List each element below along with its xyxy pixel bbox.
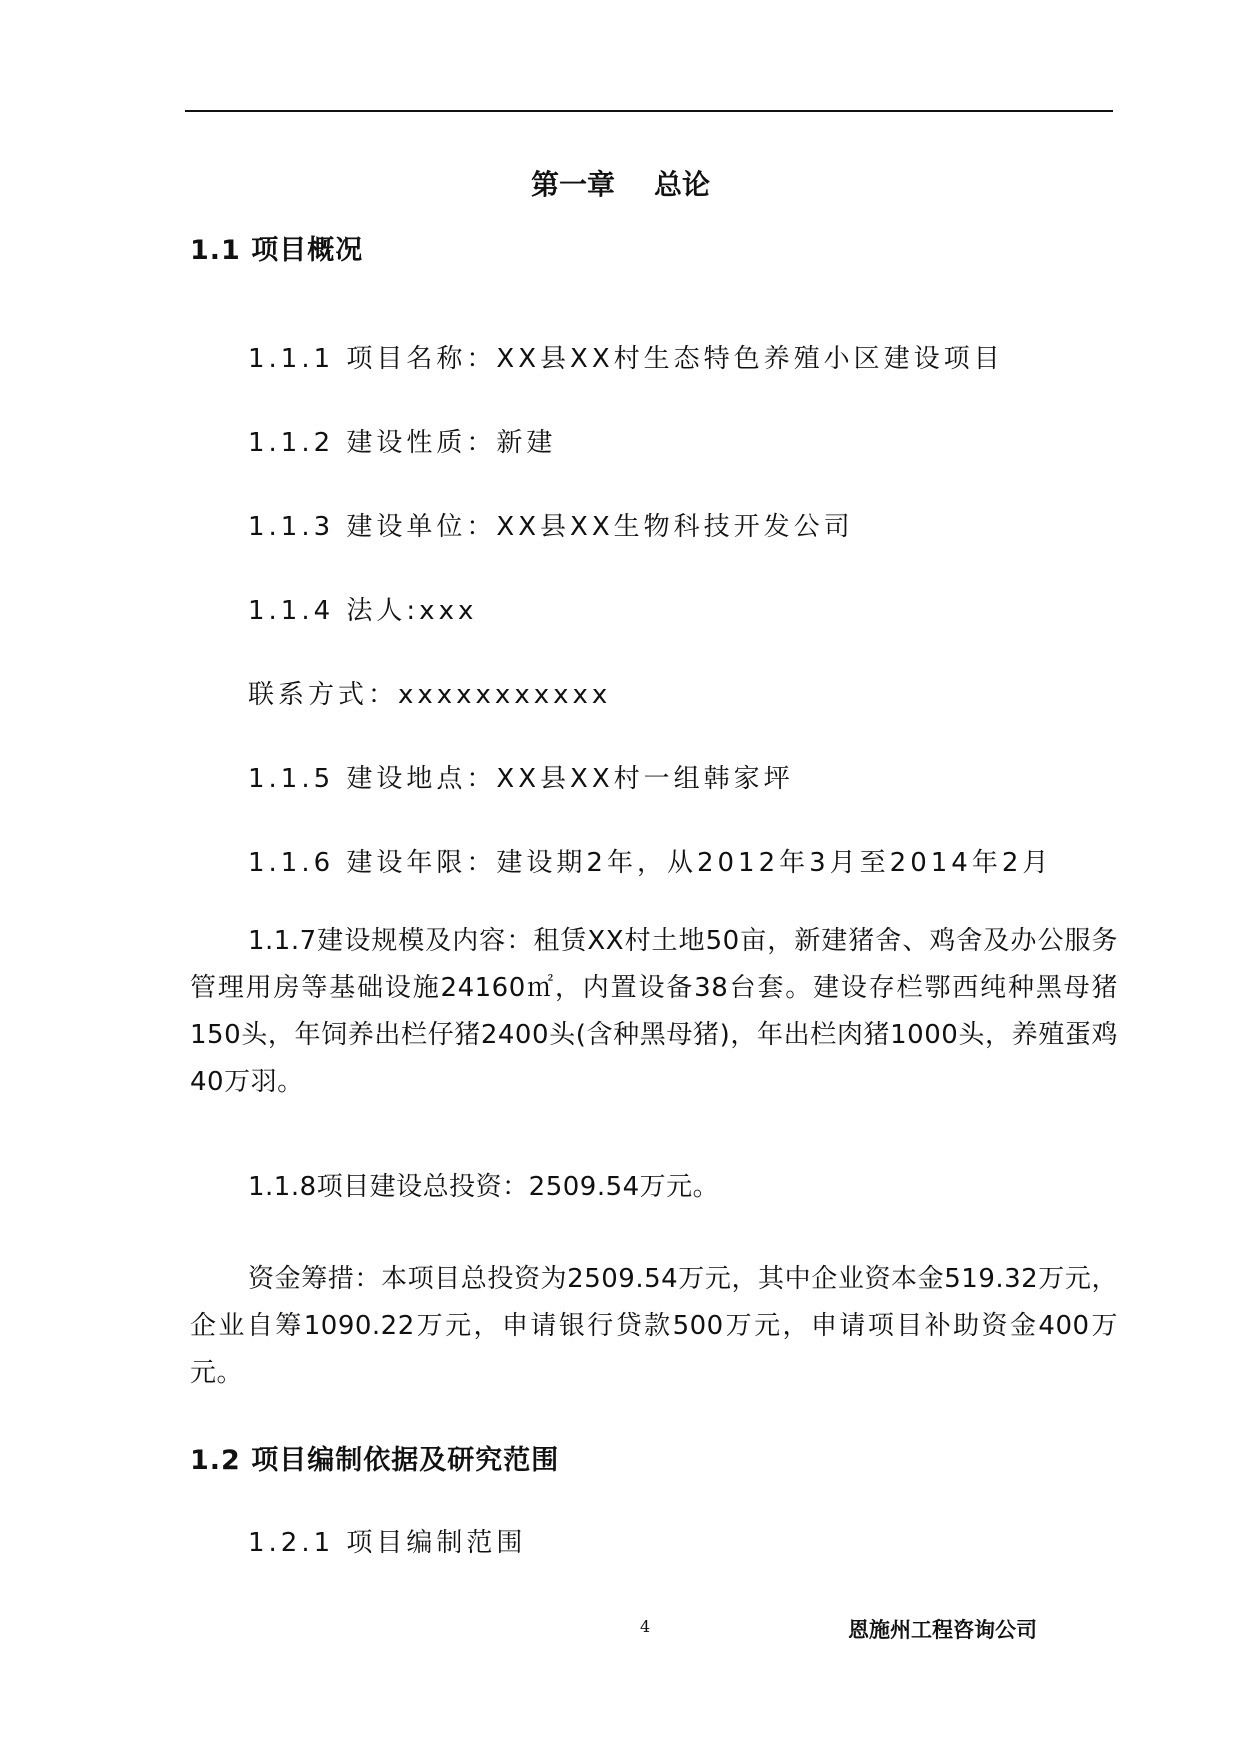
chapter-title: 第一章 总论: [531, 168, 710, 201]
item-contact: 联系方式：xxxxxxxxxxx: [248, 680, 612, 710]
paragraph-total-investment: 1.1.8项目建设总投资：2509.54万元。: [248, 1172, 720, 1202]
item-construction-unit: 1.1.3 建设单位：XX县XX生物科技开发公司: [248, 512, 854, 542]
item-construction-site: 1.1.5 建设地点：XX县XX村一组韩家坪: [248, 764, 794, 794]
section-heading-1-1: 1.1 项目概况: [190, 235, 364, 266]
paragraph-funding: 资金筹措：本项目总投资为2509.54万元，其中企业资本金519.32万元，企业自筹1090.22万元，申请银行贷款500万元，申请项目补助资金400万元。: [190, 1264, 1118, 1388]
item-construction-nature: 1.1.2 建设性质：新建: [248, 428, 557, 458]
item-project-name: 1.1.1 项目名称：XX县XX村生态特色养殖小区建设项目: [248, 344, 1004, 374]
footer-company: 恩施州工程咨询公司: [848, 1618, 1037, 1642]
paragraph-scale-content: 1.1.7建设规模及内容：租赁XX村土地50亩，新建猪舍、鸡舍及办公服务管理用房等基础设施24160㎡，内置设备38台套。建设存栏鄂西纯种黑母猪150头，年饲养出栏仔猪2400头(含种黑母猪)，年出栏肉猪1000头，养殖蛋鸡40万羽。: [190, 926, 1118, 1097]
item-compilation-scope: 1.2.1 项目编制范围: [248, 1528, 527, 1558]
item-construction-period: 1.1.6 建设年限：建设期2年，从2012年3月至2014年2月: [248, 848, 1053, 878]
item-legal-person: 1.1.4 法人:xxx: [248, 596, 478, 626]
page-number: 4: [640, 1617, 651, 1636]
section-heading-1-2: 1.2 项目编制依据及研究范围: [190, 1445, 560, 1476]
header-rule: [185, 110, 1113, 112]
